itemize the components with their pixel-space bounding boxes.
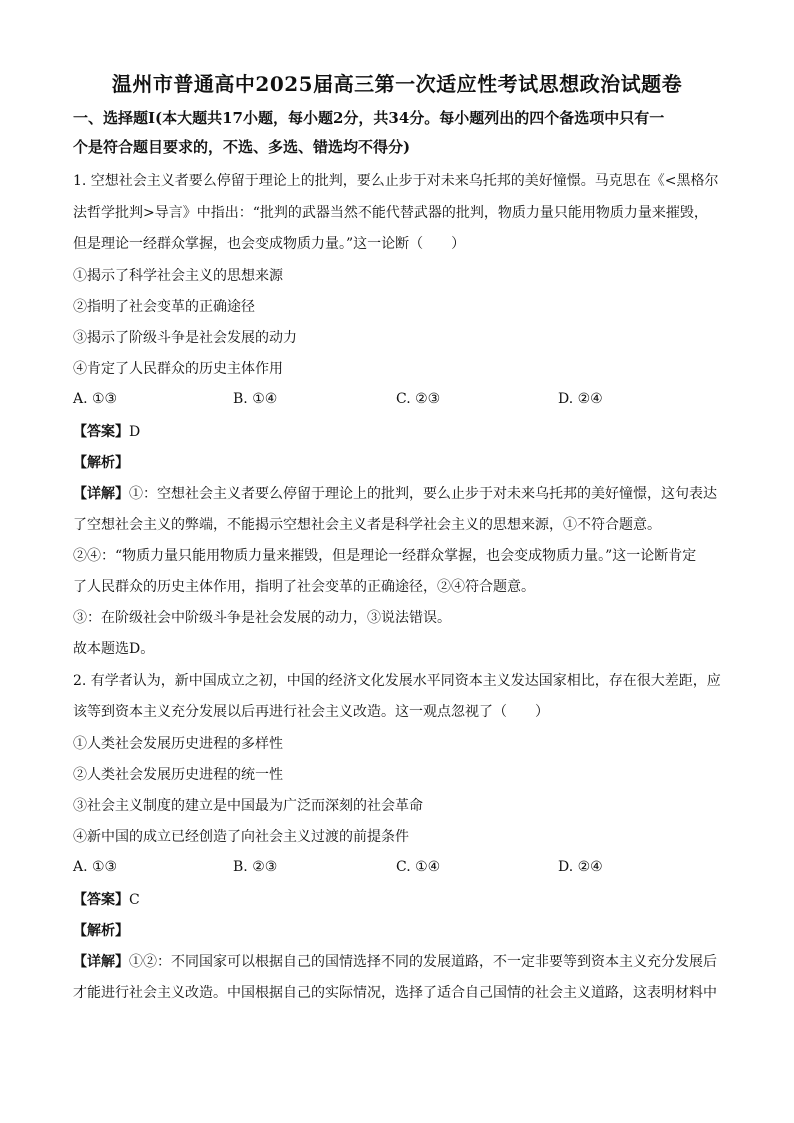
q1-stem-line-1: 1. 空想社会主义者要么停留于理论上的批判，要么止步于对未来乌托邦的美好憧憬。马克思在《<黑格尔 xyxy=(73,173,719,189)
q2-answer-value: C xyxy=(129,892,140,908)
q2-option-c: C. ①④ xyxy=(396,859,441,875)
exam-title: 温州市普通高中2025届高三第一次适应性考试思想政治试题卷 xyxy=(111,72,683,96)
q2-item-4: ④新中国的成立已经创造了向社会主义过渡的前提条件 xyxy=(73,829,409,845)
q2-detail-text-1: ①②：不同国家可以根据自己的国情选择不同的发展道路，不一定非要等到资本主义充分发展后 xyxy=(129,954,717,970)
q1-option-c: C. ②③ xyxy=(396,391,441,407)
q2-analysis-tag: 【解析】 xyxy=(73,923,129,939)
q1-answer-line xyxy=(73,422,733,442)
q1-stem-line-2: 法哲学批判>导言》中指出：“批判的武器当然不能代替武器的批判，物质力量只能用物质力量来摧毁， xyxy=(73,205,708,221)
q1-detail-tag: 【详解】 xyxy=(73,486,129,502)
q1-options xyxy=(73,391,733,411)
q2-stem-line-1: 2. 有学者认为，新中国成立之初，中国的经济文化发展水平同资本主义发达国家相比，存在很大差距，应 xyxy=(73,673,721,689)
q2-option-a: A. ①③ xyxy=(73,859,118,875)
q1-option-d: D. ②④ xyxy=(558,391,603,407)
q1-item-4: ④肯定了人民群众的历史主体作用 xyxy=(73,361,283,377)
q2-answer-tag: 【答案】 xyxy=(73,892,129,908)
q2-detail-line-1 xyxy=(73,952,733,972)
q2-option-d: D. ②④ xyxy=(558,859,603,875)
q1-item-1: ①揭示了科学社会主义的思想来源 xyxy=(73,268,283,284)
q1-option-b: B. ①④ xyxy=(233,391,278,407)
q2-stem-line-2: 该等到资本主义充分发展以后再进行社会主义改造。这一观点忽视了（ ） xyxy=(73,704,549,720)
section-heading-line-2: 个是符合题目要求的，不选、多选、错选均不得分) xyxy=(73,138,411,156)
q2-option-b: B. ②③ xyxy=(233,859,278,875)
q2-item-2: ②人类社会发展历史进程的统一性 xyxy=(73,767,283,783)
q2-item-1: ①人类社会发展历史进程的多样性 xyxy=(73,736,283,752)
q1-detail-line-5: ③：在阶级社会中阶级斗争是社会发展的动力，③说法错误。 xyxy=(73,610,451,626)
q1-detail-line-3: ②④：“物质力量只能用物质力量来摧毁，但是理论一经群众掌握，也会变成物质力量。”这一论断肯定 xyxy=(73,548,697,564)
q1-analysis-line xyxy=(73,453,733,473)
q1-stem-line-3: 但是理论一经群众掌握，也会变成物质力量。”这一论断（ ） xyxy=(73,236,466,252)
q1-answer-tag: 【答案】 xyxy=(73,424,129,440)
q2-options xyxy=(73,859,733,879)
q1-detail-text-1: ①：空想社会主义者要么停留于理论上的批判，要么止步于对未来乌托邦的美好憧憬，这句表达 xyxy=(129,486,717,502)
q1-detail-line-2: 了空想社会主义的弊端，不能揭示空想社会主义者是科学社会主义的思想来源，①不符合题意。 xyxy=(73,517,661,533)
q2-answer-line xyxy=(73,890,733,910)
q1-item-3: ③揭示了阶级斗争是社会发展的动力 xyxy=(73,330,297,346)
q2-analysis-line xyxy=(73,921,733,941)
section-heading-line-1: 一、选择题Ⅰ(本大题共17小题，每小题2分，共34分。每小题列出的四个备选项中只有一 xyxy=(73,109,665,127)
q2-item-3: ③社会主义制度的建立是中国最为广泛而深刻的社会革命 xyxy=(73,798,423,814)
q1-item-2: ②指明了社会变革的正确途径 xyxy=(73,299,255,315)
q2-detail-line-2: 才能进行社会主义改造。中国根据自己的实际情况，选择了适合自己国情的社会主义道路，这表明材料中 xyxy=(73,985,717,1001)
q1-analysis-tag: 【解析】 xyxy=(73,455,129,471)
q2-detail-tag: 【详解】 xyxy=(73,954,129,970)
q1-option-a: A. ①③ xyxy=(73,391,118,407)
q1-detail-line-6: 故本题选D。 xyxy=(73,641,155,657)
q1-answer-value: D xyxy=(129,424,141,440)
q1-detail-line-4: 了人民群众的历史主体作用，指明了社会变革的正确途径，②④符合题意。 xyxy=(73,579,535,595)
q1-detail-line-1 xyxy=(73,484,733,504)
